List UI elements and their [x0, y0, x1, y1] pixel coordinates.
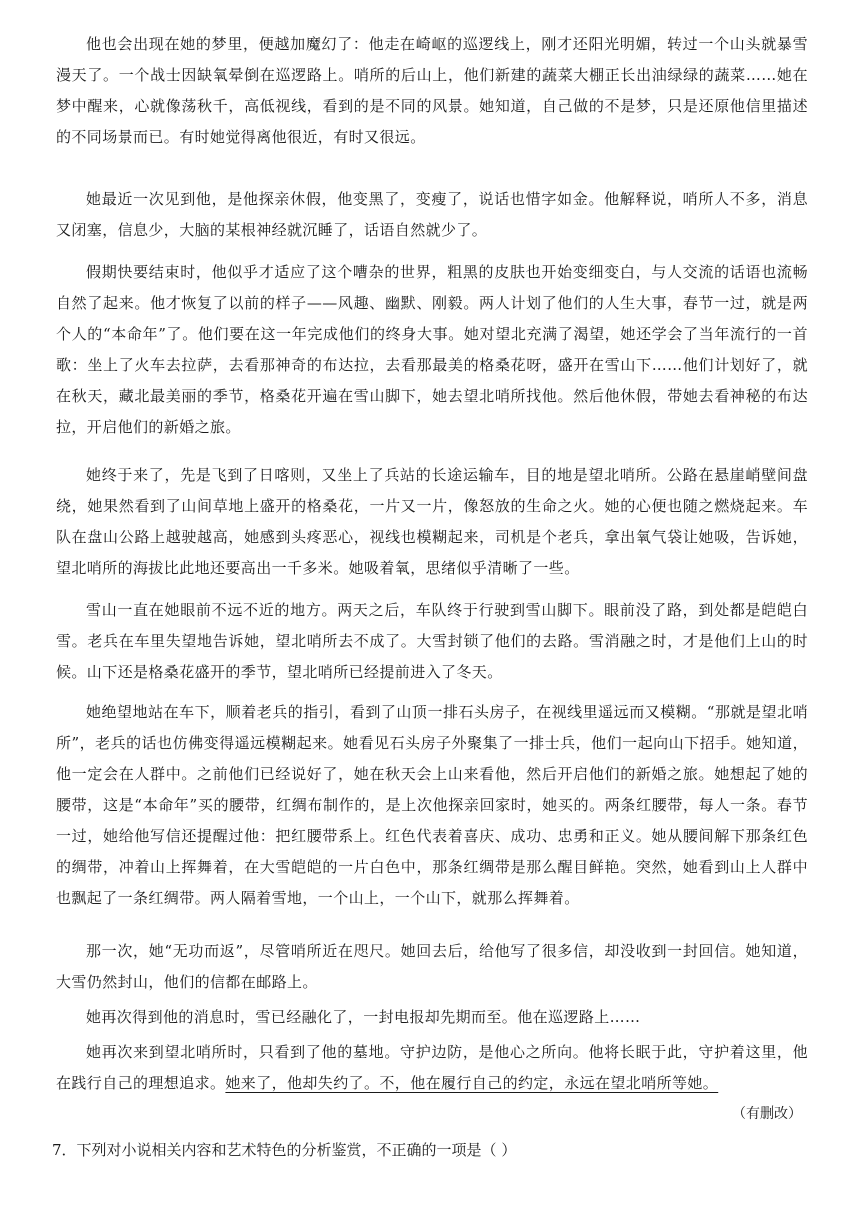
ending-plain-text: 她再次来到望北哨所时，只看到了他的墓地。守护边防，是他心之所向。他将长眠于此，守护着这里，他在践行自己的理想追求。: [56, 1043, 808, 1092]
paragraph-snow-mountain: 雪山一直在她眼前不远不近的地方。两天之后，车队终于行驶到雪山脚下。眼前没了路，到处都是皑皑白雪。老兵在车里失望地告诉她，望北哨所去不成了。大雪封锁了他们的去路。雪消融之时，才是他们上山的时候。山下还是格桑花盛开的季节，望北哨所已经提前进入了冬天。: [56, 601, 808, 681]
paragraph-red-sash: 她绝望地站在车下，顺着老兵的指引，看到了山顶一排石头房子，在视线里遥远而又模糊。“那就是望北哨所”，老兵的话也仿佛变得遥远模糊起来。她看见石头房子外聚集了一排士兵，他们一起向山下招手。她知道，他一定会在人群中。之前他们已经说好了，她在秋天会上山来看他，然后开启他们的新婚之旅。她想起了她的腰带，这是“本命年”买的腰带，红绸布制作的，是上次他探亲回家时，她买的。两条红腰带，每人一条。春节一过，她给他写信还提醒过他：把红腰带系上。红色代表着喜庆、成功、忠勇和正义。她从腰间解下那条红色的绸带，冲着山上挥舞着，在大雪皑皑的一片白色中，那条红绸带是那么醒目鲜艳。突然，她看到山上人群中也飘起了一条红绸带。两人隔着雪地，一个山上，一个山下，就那么挥舞着。: [56, 703, 808, 907]
paragraph-last-visit: 她最近一次见到他，是他探亲休假，他变黑了，变瘦了，说话也惜字如金。他解释说，哨所人不多，消息又闭塞，信息少，大脑的某根神经就沉睡了，话语自然就少了。: [56, 190, 808, 239]
paragraph-journey: 她终于来了，先是飞到了日喀则，又坐上了兵站的长途运输车，目的地是望北哨所。公路在悬崖峭壁间盘绕，她果然看到了山间草地上盛开的格桑花，一片又一片，像怒放的生命之火。她的心便也随之燃烧起来。车队在盘山公路上越驶越高，她感到头疼恶心，视线也模糊起来，司机是个老兵，拿出氧气袋让她吸，告诉她，望北哨所的海拔比此地还要高出一千多米。她吸着氧，思绪似乎清晰了一些。: [56, 466, 808, 577]
paragraph-telegram: 她再次得到他的消息时，雪已经融化了，一封电报却先期而至。他在巡逻路上……: [86, 1008, 641, 1026]
ending-underlined-text: 她来了，他却失约了。不，他在履行自己的约定，永远在望北哨所等她。: [225, 1074, 719, 1092]
paragraph-dream: 他也会出现在她的梦里，便越加魔幻了：他走在崎岖的巡逻线上，刚才还阳光明媚，转过一个山头就暴雪漫天了。一个战士因缺氧晕倒在巡逻路上。哨所的后山上，他们新建的蔬菜大棚正长出油绿绿的蔬菜……她在梦中醒来，心就像荡秋千，高低视线，看到的是不同的风景。她知道，自己做的不是梦，只是还原他信里描述的不同场景而已。有时她觉得离他很近，有时又很远。: [56, 35, 808, 146]
source-note: （有删改）: [732, 1106, 802, 1122]
paragraph-ending: [56, 1037, 808, 1099]
question-7: 7．下列对小说相关内容和艺术特色的分析鉴赏，不正确的一项是（ ）: [52, 1141, 517, 1159]
paragraph-plans: 假期快要结束时，他似乎才适应了这个嘈杂的世界，粗黑的皮肤也开始变细变白，与人交流的话语也流畅自然了起来。他才恢复了以前的样子——风趣、幽默、刚毅。两人计划了他们的人生大事，春节一过，就是两个人的“本命年”了。他们要在这一年完成他们的终身大事。她对望北充满了渴望，她还学会了当年流行的一首歌：坐上了火车去拉萨，去看那神奇的布达拉，去看那最美的格桑花呀，盛开在雪山下……他们计划好了，就在秋天，藏北最美丽的季节，格桑花开遍在雪山脚下，她去望北哨所找他。然后他休假，带她去看神秘的布达拉，开启他们的新婚之旅。: [56, 263, 808, 436]
paragraph-return: 那一次，她“无功而返”，尽管哨所近在咫尺。她回去后，给他写了很多信，却没收到一封回信。她知道，大雪仍然封山，他们的信都在邮路上。: [56, 942, 808, 991]
